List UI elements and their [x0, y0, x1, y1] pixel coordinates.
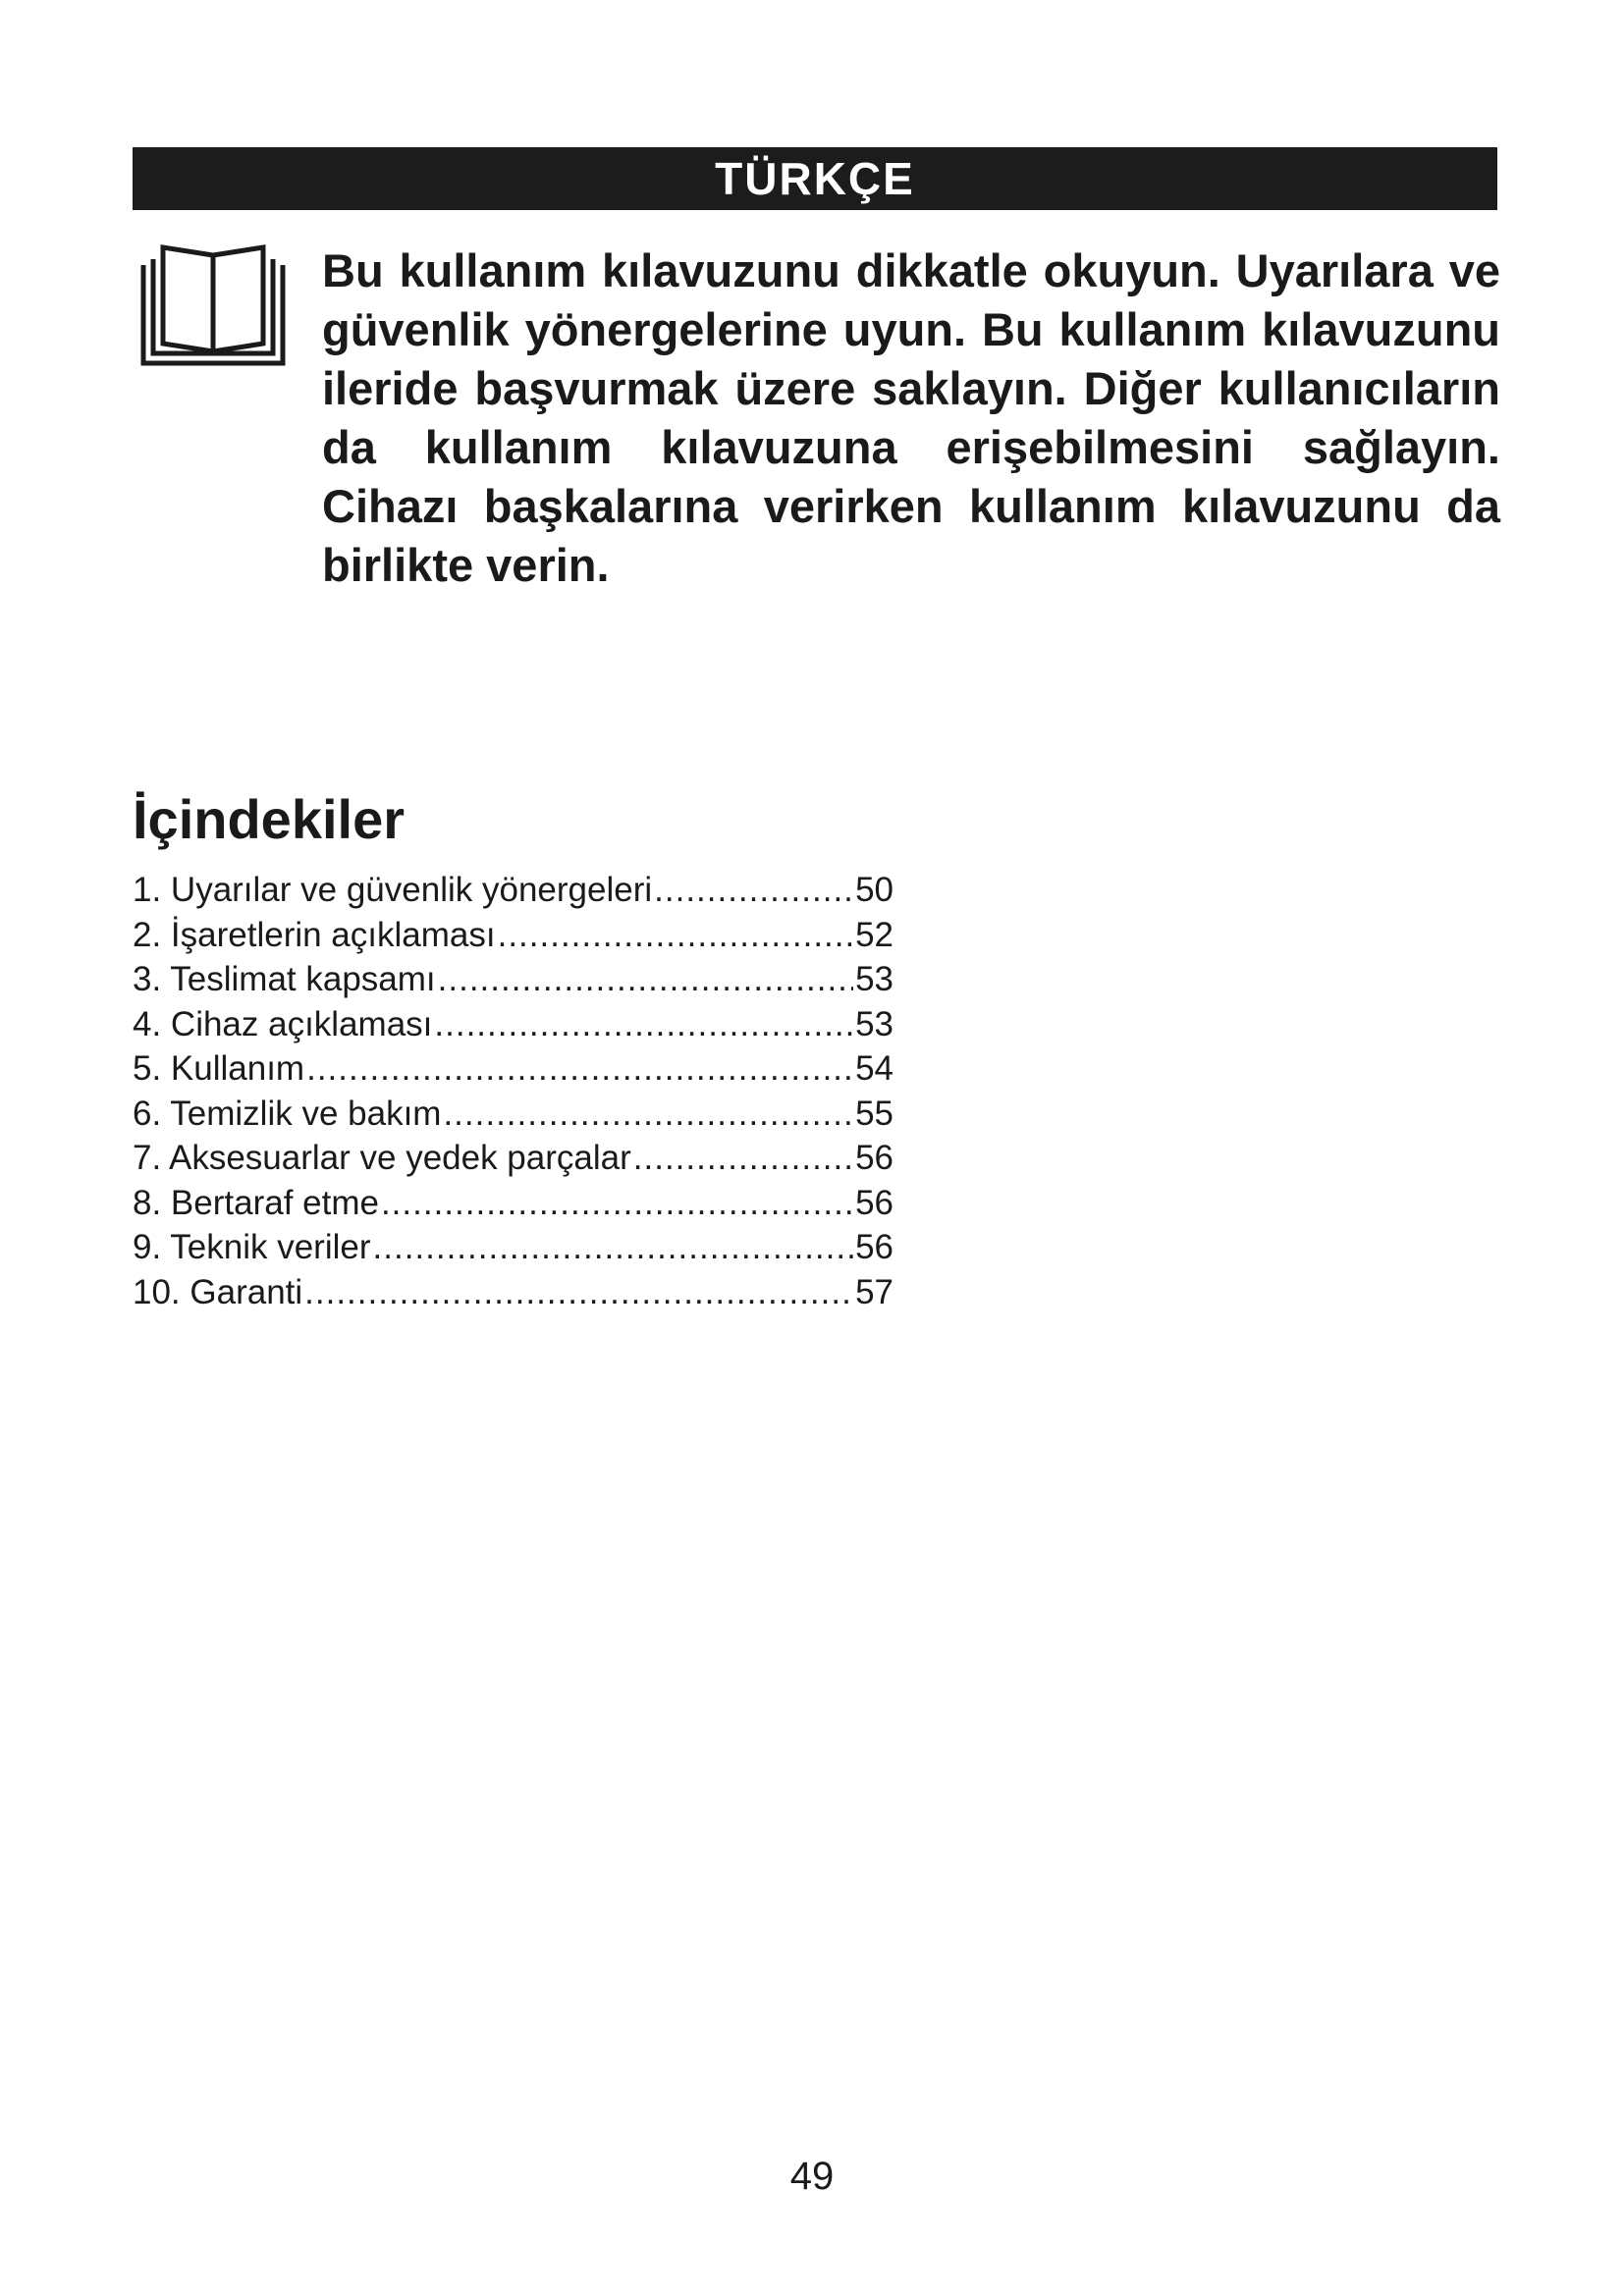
toc-heading: İçindekiler	[133, 788, 406, 850]
toc-item-label: 4. Cihaz açıklaması	[133, 1004, 433, 1043]
toc-item-label: 2. İşaretlerin açıklaması	[133, 915, 496, 954]
toc-leader-dots	[306, 1046, 853, 1092]
toc-item-page: 50	[855, 871, 893, 909]
toc-leader-dots	[498, 913, 853, 958]
toc-item	[133, 868, 893, 913]
toc-item	[133, 1270, 893, 1315]
toc-item-page: 56	[855, 1183, 893, 1222]
toc-item-label: 3. Teslimat kapsamı	[133, 960, 436, 998]
table-of-contents	[133, 868, 893, 1314]
toc-leader-dots	[381, 1181, 853, 1226]
toc-item	[133, 1092, 893, 1137]
intro-paragraph: Bu kullanım kılavuzunu dikkatle okuyun. Uyarılara ve güvenlik yönergelerine uyun. Bu kullanım kılavuzunu ileride başvurmak üzere saklayın. Diğer kullanıcıların da kullanım kılavuzuna erişebilmesini sağlayın. Cihazı başkalarına verirken kullanım kılavuzunu da birlikte verin.	[322, 244, 1500, 591]
language-label: TÜRKÇE	[715, 153, 915, 204]
toc-item-page: 55	[855, 1094, 893, 1133]
toc-item	[133, 1181, 893, 1226]
toc-leader-dots	[438, 957, 853, 1002]
toc-leader-dots	[304, 1270, 853, 1315]
toc-item-page: 57	[855, 1272, 893, 1311]
toc-leader-dots	[373, 1225, 854, 1270]
language-header-bar	[133, 147, 1497, 210]
toc-item	[133, 1136, 893, 1181]
toc-leader-dots	[654, 868, 853, 913]
toc-item-page: 54	[855, 1049, 893, 1088]
toc-item	[133, 1225, 893, 1270]
toc-item-page: 53	[855, 1004, 893, 1043]
toc-item-label: 6. Temizlik ve bakım	[133, 1094, 442, 1133]
toc-leader-dots	[633, 1136, 853, 1181]
toc-leader-dots	[434, 1002, 853, 1047]
toc-item-label: 9. Teknik veriler	[133, 1228, 371, 1266]
toc-item-page: 56	[855, 1228, 893, 1266]
toc-item	[133, 1046, 893, 1092]
toc-item-label: 8. Bertaraf etme	[133, 1183, 379, 1222]
page-number: 49	[789, 2155, 835, 2198]
toc-item-label: 5. Kullanım	[133, 1049, 305, 1088]
toc-item-label: 10. Garanti	[133, 1272, 303, 1311]
toc-item-label: 7. Aksesuarlar ve yedek parçalar	[133, 1139, 631, 1177]
toc-item-page: 56	[855, 1139, 893, 1177]
open-book-icon	[139, 241, 287, 369]
toc-leader-dots	[443, 1092, 853, 1137]
toc-item	[133, 1002, 893, 1047]
toc-item	[133, 957, 893, 1002]
toc-item	[133, 913, 893, 958]
toc-item-label: 1. Uyarılar ve güvenlik yönergeleri	[133, 871, 653, 909]
toc-item-page: 52	[855, 915, 893, 954]
toc-item-page: 53	[855, 960, 893, 998]
